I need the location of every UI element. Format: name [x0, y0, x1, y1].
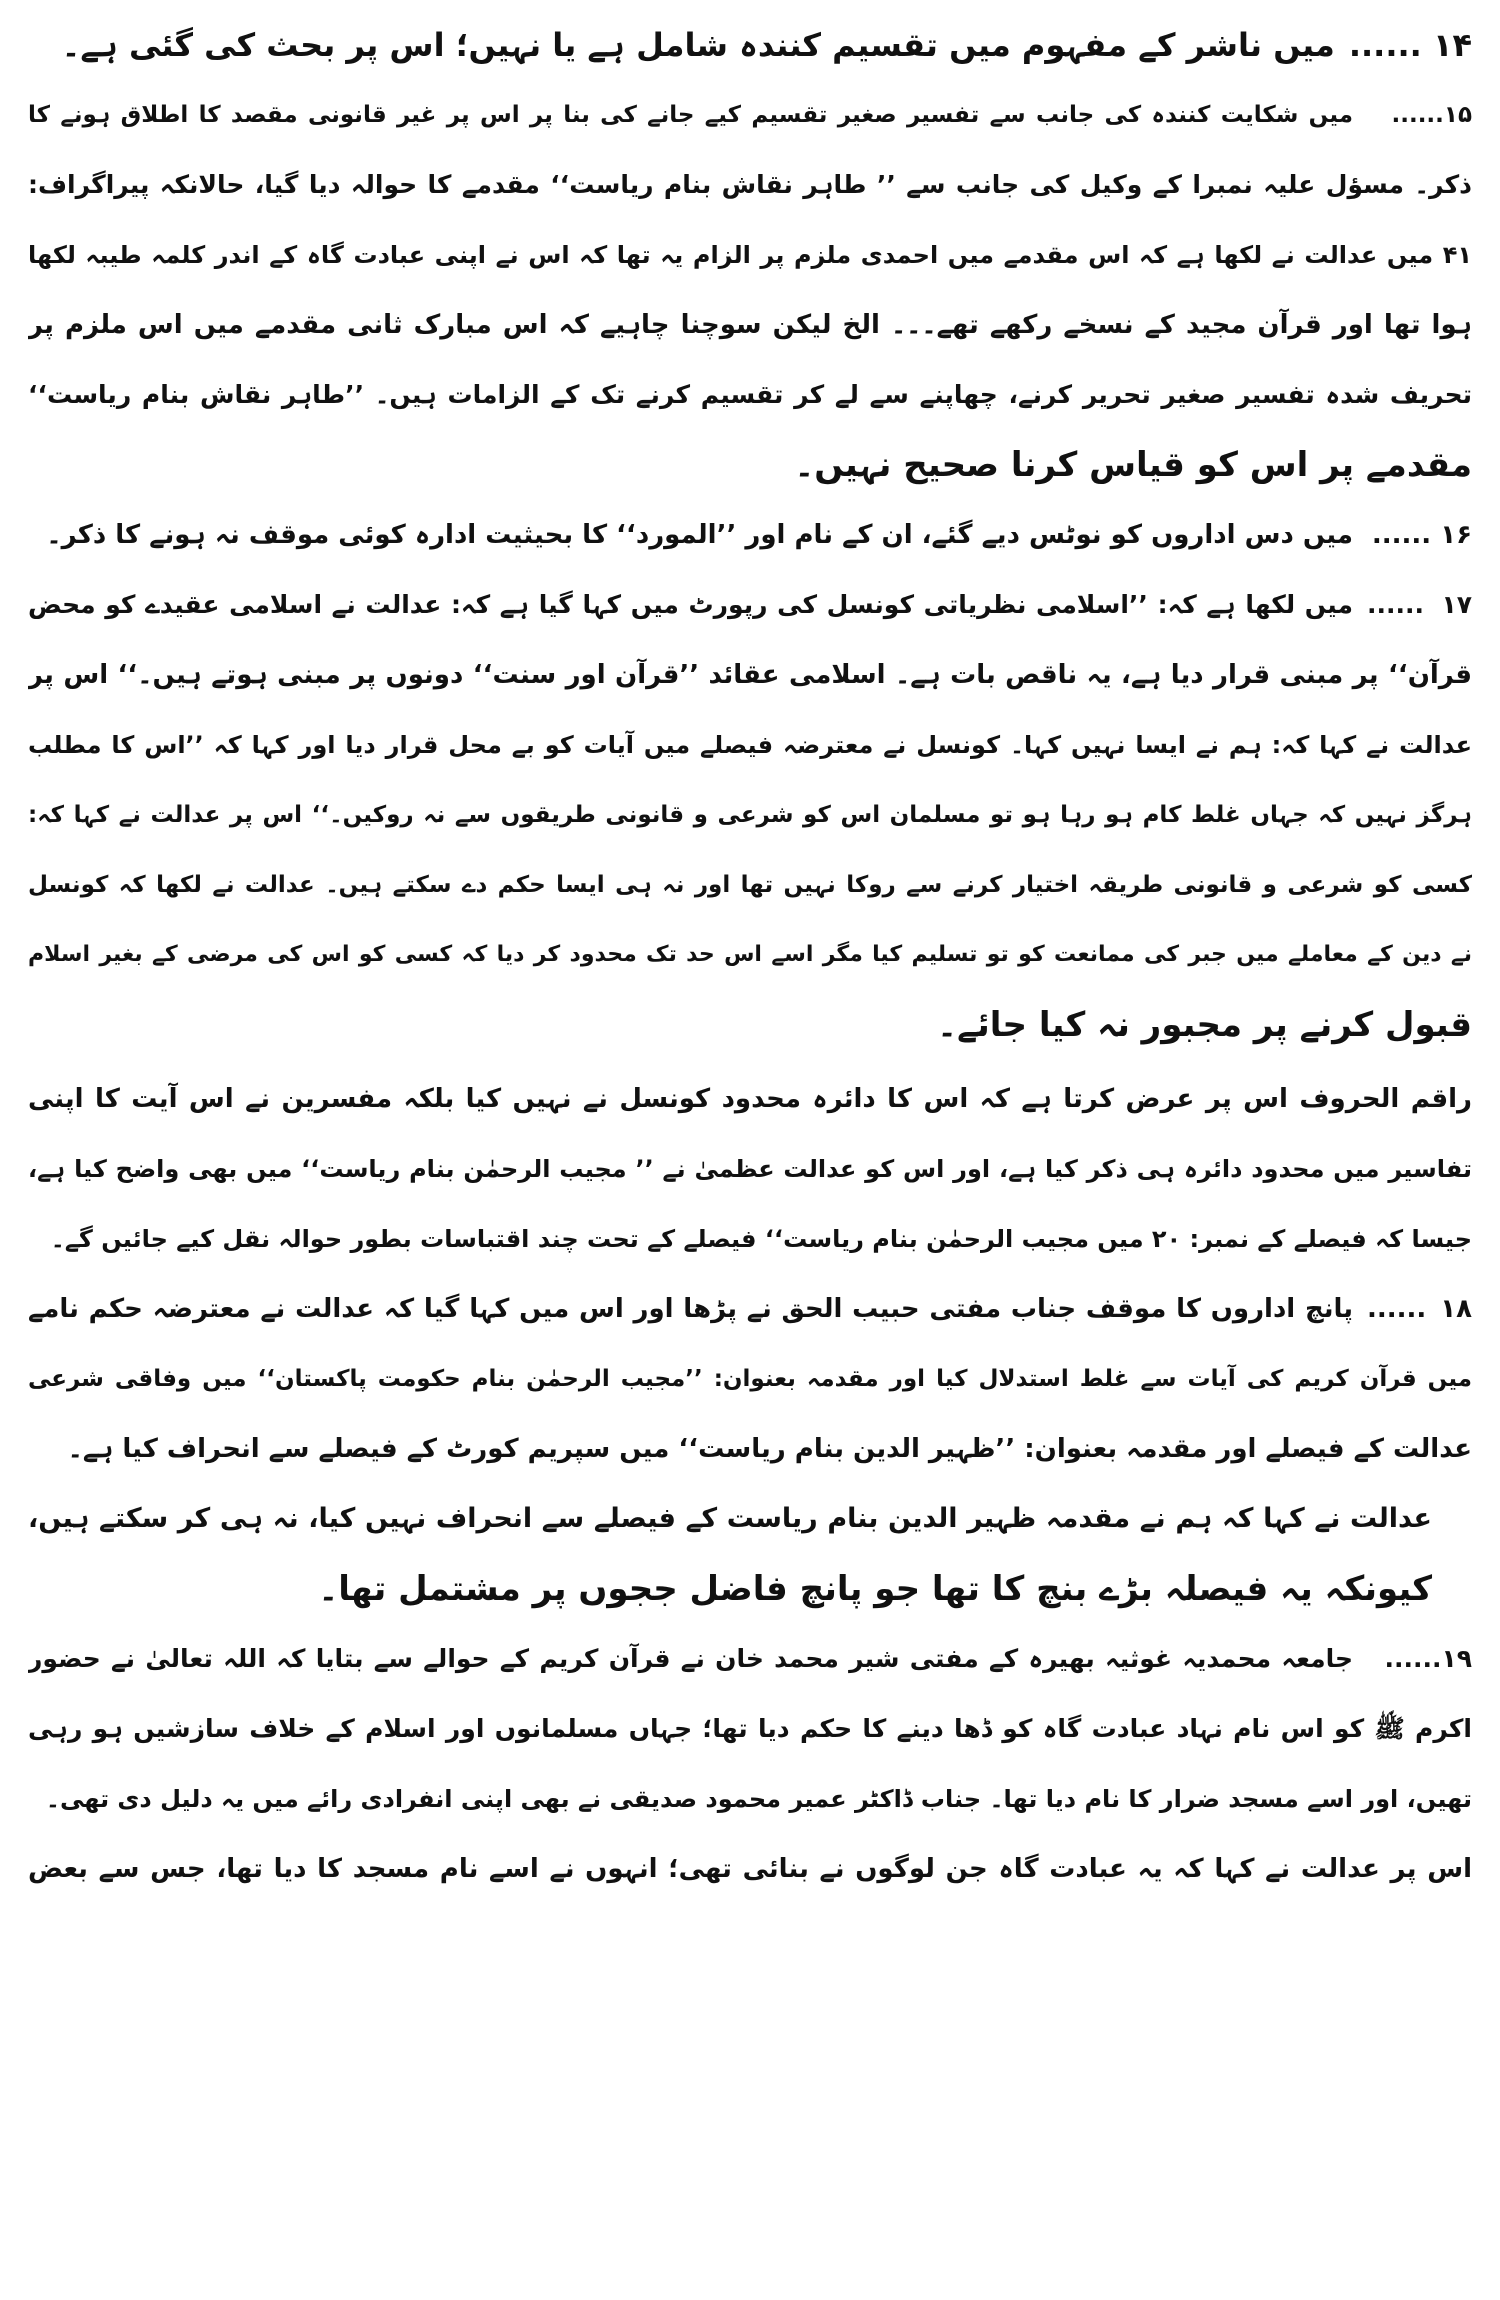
line-text: میں لکھا ہے کہ: ’’اسلامی نظریاتی کونسل کی رپورٹ میں کہا گیا ہے کہ: عدالت نے اسلامی عقیدے کو محض	[28, 590, 1353, 619]
line-text: جامعہ محمدیہ غوثیہ بھیرہ کے مفتی شیر محمد خان نے قرآن کریم کے حوالے سے بتایا کہ اللہ تعالیٰ نے حضور	[28, 1644, 1353, 1673]
line-text: تھیں، اور اسے مسجد ضرار کا نام دیا تھا۔ جناب ڈاکٹر عمیر محمود صدیقی نے بھی اپنی انفرادی رائے میں یہ دلیل دی تھی۔	[45, 1785, 1472, 1813]
line-text: تفاسیر میں محدود دائرہ ہی ذکر کیا ہے، اور اس کو عدالت عظمیٰ نے ’’ مجیب الرحمٰن بنام ریاست‘‘ میں بھی واضح کیا ہے،	[28, 1155, 1472, 1183]
paragraph-number: ۱۷ ......	[1367, 590, 1472, 619]
text-line	[28, 500, 1472, 570]
line-text: اس پر عدالت نے کہا کہ یہ عبادت گاہ جن لوگوں نے بنائی تھی؛ انہوں نے اسے نام مسجد کا دیا تھا، جس سے بعض	[28, 1854, 1472, 1884]
text-line	[28, 220, 1472, 290]
line-text: ذکر۔ مسؤل علیہ نمبرا کے وکیل کی جانب سے ’’ طاہر نقاش بنام ریاست‘‘ مقدمے کا حوالہ دیا گیا، حالانکہ پیراگراف:	[28, 170, 1472, 199]
text-line	[28, 1204, 1472, 1274]
text-line	[28, 290, 1472, 360]
line-text: ۴۱ میں عدالت نے لکھا ہے کہ اس مقدمے میں احمدی ملزم پر الزام یہ تھا کہ اس نے اپنی عبادت گاہ کے اندر کلمہ طیبہ لکھا	[28, 241, 1472, 269]
text-line	[28, 1414, 1472, 1484]
line-text: تحریف شدہ تفسیر صغیر تحریر کرنے، چھاپنے سے لے کر تقسیم کرنے تک کے الزامات ہیں۔ ’’طاہر نقاش بنام ریاست‘‘	[28, 380, 1472, 409]
line-text: راقم الحروف اس پر عرض کرتا ہے کہ اس کا دائرہ محدود کونسل نے نہیں کیا بلکہ مفسرین نے اس آیت کا اپنی	[28, 1084, 1472, 1114]
text-line	[28, 1694, 1472, 1764]
text-line	[28, 1554, 1472, 1624]
text-line	[28, 990, 1472, 1060]
text-line	[28, 1764, 1472, 1834]
paragraph-number: ۱۶ ......	[1371, 520, 1472, 550]
paragraph-number: ۱۸ ......	[1367, 1294, 1472, 1324]
line-text: قرآن‘‘ پر مبنی قرار دیا ہے، یہ ناقص بات ہے۔ اسلامی عقائد ’’قرآن اور سنت‘‘ دونوں پر مبنی ہوتے ہیں۔‘‘ اس پر	[28, 660, 1472, 690]
text-line	[28, 430, 1472, 500]
text-line	[28, 360, 1472, 430]
line-text: نے دین کے معاملے میں جبر کی ممانعت کو تو تسلیم کیا مگر اسے اس حد تک محدود کر دیا کہ کسی کو اس کی مرضی کے بغیر اسلام	[28, 942, 1472, 967]
line-text: ہرگز نہیں کہ جہاں غلط کام ہو رہا ہو تو مسلمان اس کو شرعی و قانونی طریقوں سے نہ روکیں۔‘‘ اس پر عدالت نے کہا کہ:	[28, 802, 1472, 828]
text-line	[28, 1274, 1472, 1344]
text-line	[28, 1484, 1472, 1554]
paragraph-number: ۱۵......	[1391, 102, 1472, 128]
text-line	[28, 1624, 1472, 1694]
text-line	[28, 80, 1472, 150]
line-text: مقدمے پر اس کو قیاس کرنا صحیح نہیں۔	[794, 445, 1472, 485]
line-text: پانچ اداروں کا موقف جناب مفتی حبیب الحق نے پڑھا اور اس میں کہا گیا کہ عدالت نے معترضہ حکم نامے	[28, 1294, 1353, 1324]
paragraph-number: ۱۴ ......	[1348, 26, 1472, 64]
line-text: عدالت کے فیصلے اور مقدمہ بعنوان: ’’ظہیر الدین بنام ریاست‘‘ میں سپریم کورٹ کے فیصلے سے انحراف کیا ہے۔	[67, 1434, 1472, 1464]
line-text: میں ناشر کے مفہوم میں تقسیم کنندہ شامل ہے یا نہیں؛ اس پر بحث کی گئی ہے۔	[61, 26, 1335, 64]
text-line	[28, 1134, 1472, 1204]
text-line	[28, 1344, 1472, 1414]
line-text: میں شکایت کنندہ کی جانب سے تفسیر صغیر تقسیم کیے جانے کی بنا پر اس پر غیر قانونی مقصد کا اطلاق ہونے کا	[28, 102, 1353, 128]
line-text: میں دس اداروں کو نوٹس دیے گئے، ان کے نام اور ’’المورد‘‘ کا بحیثیت ادارہ کوئی موقف نہ ہونے کا ذکر۔	[46, 520, 1353, 550]
text-line	[28, 10, 1472, 80]
line-text: کسی کو شرعی و قانونی طریقہ اختیار کرنے سے روکا نہیں تھا اور نہ ہی ایسا حکم دے سکتے ہیں۔ عدالت نے لکھا کہ کونسل	[28, 872, 1472, 898]
text-line	[28, 150, 1472, 220]
line-text: جیسا کہ فیصلے کے نمبر: ۲۰ میں مجیب الرحمٰن بنام ریاست‘‘ فیصلے کے تحت چند اقتباسات بطور حوالہ نقل کیے جائیں گے۔	[50, 1225, 1472, 1253]
text-line	[28, 780, 1472, 850]
paragraph-number: ۱۹......	[1384, 1644, 1472, 1673]
line-text: عدالت نے کہا کہ: ہم نے ایسا نہیں کہا۔ کونسل نے معترضہ فیصلے میں آیات کو بے محل قرار دیا اور کہا کہ ’’اس کا مطلب	[28, 731, 1472, 759]
line-text: قبول کرنے پر مجبور نہ کیا جائے۔	[937, 1005, 1472, 1045]
text-line	[28, 710, 1472, 780]
text-line	[28, 1834, 1472, 1904]
text-line	[28, 640, 1472, 710]
text-line	[28, 570, 1472, 640]
text-line	[28, 850, 1472, 920]
document-page	[28, 10, 1472, 2290]
text-line	[28, 1064, 1472, 1134]
line-text: ہوا تھا اور قرآن مجید کے نسخے رکھے تھے۔۔۔ الخ لیکن سوچنا چاہیے کہ اس مبارک ثانی مقدمے میں اس ملزم پر	[28, 310, 1472, 340]
line-text: عدالت نے کہا کہ ہم نے مقدمہ ظہیر الدین بنام ریاست کے فیصلے سے انحراف نہیں کیا، نہ ہی کر سکتے ہیں،	[28, 1503, 1432, 1534]
line-text: اکرم ﷺ کو اس نام نہاد عبادت گاہ کو ڈھا دینے کا حکم دیا تھا؛ جہاں مسلمانوں اور اسلام کے خلاف سازشیں ہو رہی	[28, 1714, 1472, 1743]
text-line	[28, 920, 1472, 990]
line-text: میں قرآن کریم کی آیات سے غلط استدلال کیا اور مقدمہ بعنوان: ’’مجیب الرحمٰن بنام حکومت پاکستان‘‘ میں وفاقی شرعی	[28, 1366, 1472, 1392]
line-text: کیونکہ یہ فیصلہ بڑے بنچ کا تھا جو پانچ فاضل ججوں پر مشتمل تھا۔	[318, 1569, 1432, 1609]
